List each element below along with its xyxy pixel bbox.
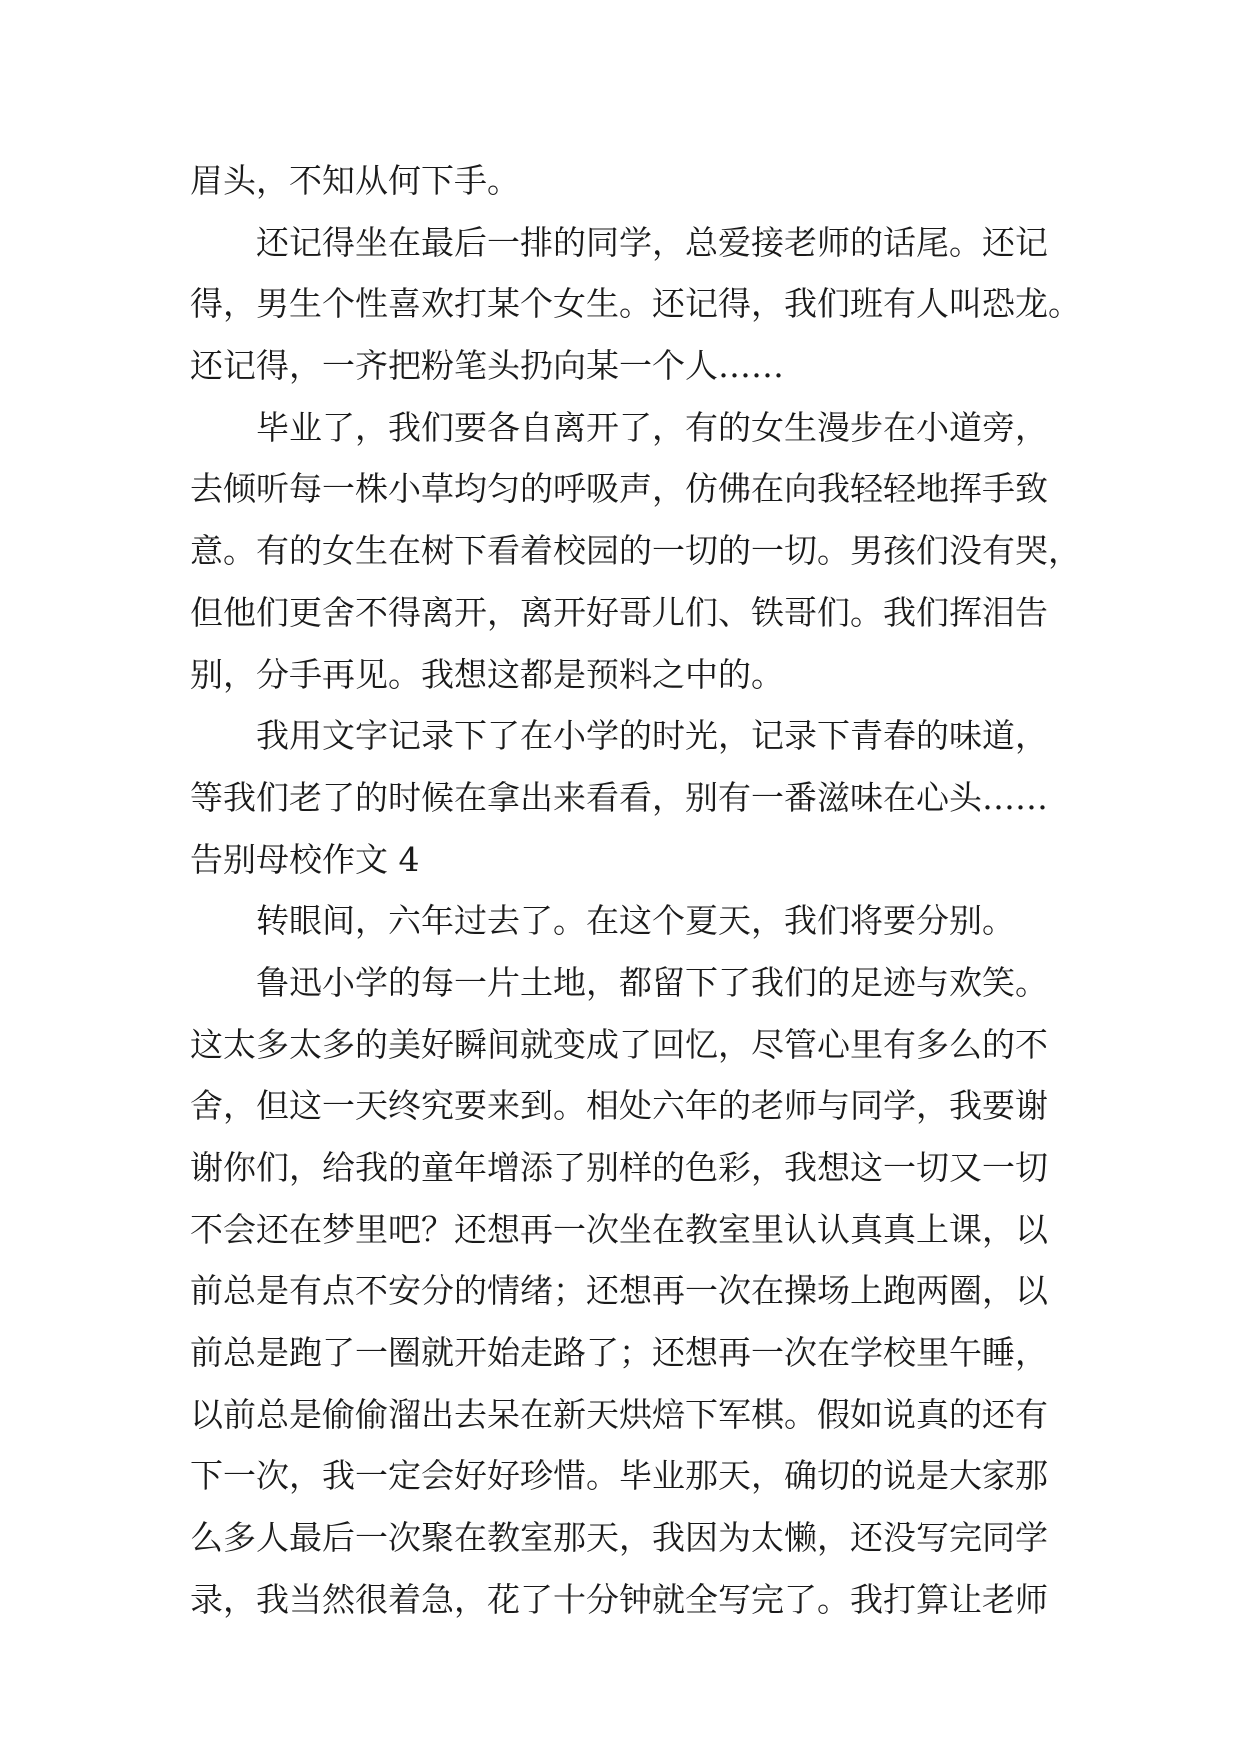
text-line: 转眼间，六年过去了。在这个夏天，我们将要分别。 <box>256 901 1015 941</box>
text-line: 鲁迅小学的每一片土地，都留下了我们的足迹与欢笑。 <box>256 962 1048 1002</box>
text-line: 但他们更舍不得离开，离开好哥儿们、铁哥们。我们挥泪告 <box>190 592 1048 632</box>
text-line: 我用文字记录下了在小学的时光，记录下青春的味道， <box>256 716 1048 756</box>
text-line: 意。有的女生在树下看着校园的一切的一切。男孩们没有哭， <box>190 531 1081 571</box>
text-line: 舍，但这一天终究要来到。相处六年的老师与同学，我要谢 <box>190 1086 1048 1126</box>
text-line: 下一次，我一定会好好珍惜。毕业那天，确切的说是大家那 <box>190 1456 1048 1496</box>
text-line: 还记得坐在最后一排的同学，总爱接老师的话尾。还记 <box>256 222 1048 262</box>
text-line: 谢你们，给我的童年增添了别样的色彩，我想这一切又一切 <box>190 1148 1048 1187</box>
text-line: 还记得，一齐把粉笔头扔向某一个人…… <box>190 346 784 386</box>
text-line: 么多人最后一次聚在教室那天，我因为太懒，还没写完同学 <box>190 1518 1048 1558</box>
text-line: 不会还在梦里吧？还想再一次坐在教室里认认真真上课，以 <box>190 1209 1048 1249</box>
text-line: 等我们老了的时候在拿出来看看，别有一番滋味在心头…… <box>190 777 1048 817</box>
text-line: 前总是有点不安分的情绪；还想再一次在操场上跑两圈，以 <box>190 1271 1048 1311</box>
text-line: 得，男生个性喜欢打某个女生。还记得，我们班有人叫恐龙。 <box>190 284 1081 324</box>
text-line: 录，我当然很着急，花了十分钟就全写完了。我打算让老师 <box>190 1579 1048 1619</box>
text-line: 这太多太多的美好瞬间就变成了回忆，尽管心里有多么的不 <box>190 1024 1048 1064</box>
essay-text <box>190 150 1081 1631</box>
text-line: 以前总是偷偷溜出去呆在新天烘焙下军棋。假如说真的还有 <box>190 1394 1048 1434</box>
text-line: 前总是跑了一圈就开始走路了；还想再一次在学校里午睡， <box>190 1333 1048 1373</box>
text-line: 去倾听每一株小草均匀的呼吸声，仿佛在向我轻轻地挥手致 <box>190 469 1048 509</box>
text-line: 告别母校作文 4 <box>190 839 420 879</box>
text-line: 别，分手再见。我想这都是预料之中的。 <box>190 654 784 694</box>
text-line: 眉头，不知从何下手。 <box>190 161 520 200</box>
text-line: 毕业了，我们要各自离开了，有的女生漫步在小道旁， <box>256 407 1048 447</box>
